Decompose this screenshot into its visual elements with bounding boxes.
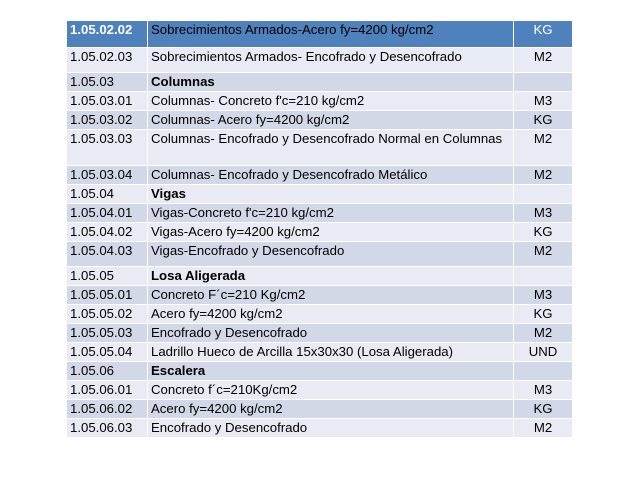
table-group-row	[67, 73, 573, 92]
table-row	[67, 381, 573, 400]
item-description-cell: Columnas- Concreto f'c=210 kg/cm2	[148, 92, 514, 111]
item-code-cell: 1.05.02.02	[67, 21, 148, 48]
item-unit-cell	[514, 362, 573, 381]
table-row	[67, 223, 573, 242]
table-row	[67, 400, 573, 419]
item-description-cell: Sobrecimientos Armados- Encofrado y Desencofrado	[148, 48, 514, 73]
table-row	[67, 21, 573, 48]
item-code-cell: 1.05.05.02	[67, 305, 148, 324]
table-row	[67, 48, 573, 73]
item-description-cell: Vigas-Concreto f'c=210 kg/cm2	[148, 204, 514, 223]
item-description-cell: Vigas	[148, 185, 514, 204]
item-code-cell: 1.05.05.03	[67, 324, 148, 343]
table-row	[67, 305, 573, 324]
item-description-cell: Acero fy=4200 kg/cm2	[148, 400, 514, 419]
item-unit-cell: UND	[514, 343, 573, 362]
table-row	[67, 343, 573, 362]
item-description-cell: Vigas-Acero fy=4200 kg/cm2	[148, 223, 514, 242]
table-body	[67, 21, 573, 438]
table-row	[67, 324, 573, 343]
item-unit-cell	[514, 267, 573, 286]
item-unit-cell: KG	[514, 21, 573, 48]
budget-items-table	[66, 20, 573, 438]
item-code-cell: 1.05.05.04	[67, 343, 148, 362]
item-description-cell: Escalera	[148, 362, 514, 381]
item-description-cell: Concreto F´c=210 Kg/cm2	[148, 286, 514, 305]
item-description-cell: Encofrado y Desencofrado	[148, 419, 514, 438]
item-description-cell: Sobrecimientos Armados-Acero fy=4200 kg/cm2	[148, 21, 514, 48]
item-code-cell: 1.05.03	[67, 73, 148, 92]
item-unit-cell: M3	[514, 286, 573, 305]
item-description-cell: Encofrado y Desencofrado	[148, 324, 514, 343]
item-description-cell: Columnas- Encofrado y Desencofrado Metálico	[148, 166, 514, 185]
table-group-row	[67, 362, 573, 381]
item-description-cell: Columnas	[148, 73, 514, 92]
item-description-cell: Columnas- Encofrado y Desencofrado Normal en Columnas	[148, 130, 514, 166]
item-code-cell: 1.05.06.01	[67, 381, 148, 400]
item-code-cell: 1.05.05	[67, 267, 148, 286]
table-row	[67, 166, 573, 185]
table-group-row	[67, 267, 573, 286]
item-unit-cell: M2	[514, 242, 573, 267]
item-unit-cell	[514, 185, 573, 204]
item-code-cell: 1.05.04.01	[67, 204, 148, 223]
item-code-cell: 1.05.03.04	[67, 166, 148, 185]
item-unit-cell: M2	[514, 324, 573, 343]
item-description-cell: Ladrillo Hueco de Arcilla 15x30x30 (Losa Aligerada)	[148, 343, 514, 362]
table-row	[67, 130, 573, 166]
item-unit-cell: M3	[514, 381, 573, 400]
item-unit-cell: KG	[514, 223, 573, 242]
item-unit-cell	[514, 73, 573, 92]
item-unit-cell: M2	[514, 130, 573, 166]
item-description-cell: Acero fy=4200 kg/cm2	[148, 305, 514, 324]
item-unit-cell: M3	[514, 92, 573, 111]
item-unit-cell: KG	[514, 400, 573, 419]
table-row	[67, 419, 573, 438]
item-code-cell: 1.05.02.03	[67, 48, 148, 73]
item-code-cell: 1.05.04.02	[67, 223, 148, 242]
item-description-cell: Vigas-Encofrado y Desencofrado	[148, 242, 514, 267]
table-group-row	[67, 185, 573, 204]
item-unit-cell: M2	[514, 48, 573, 73]
item-code-cell: 1.05.03.03	[67, 130, 148, 166]
item-code-cell: 1.05.03.02	[67, 111, 148, 130]
item-code-cell: 1.05.06.03	[67, 419, 148, 438]
table-row	[67, 286, 573, 305]
item-code-cell: 1.05.03.01	[67, 92, 148, 111]
item-code-cell: 1.05.06.02	[67, 400, 148, 419]
item-unit-cell: KG	[514, 305, 573, 324]
item-description-cell: Losa Aligerada	[148, 267, 514, 286]
item-code-cell: 1.05.06	[67, 362, 148, 381]
item-unit-cell: M3	[514, 204, 573, 223]
item-unit-cell: M2	[514, 419, 573, 438]
item-description-cell: Concreto f´c=210Kg/cm2	[148, 381, 514, 400]
item-unit-cell: M2	[514, 166, 573, 185]
table-row	[67, 204, 573, 223]
table-row	[67, 242, 573, 267]
table-row	[67, 92, 573, 111]
item-code-cell: 1.05.05.01	[67, 286, 148, 305]
item-description-cell: Columnas- Acero fy=4200 kg/cm2	[148, 111, 514, 130]
table-row	[67, 111, 573, 130]
item-code-cell: 1.05.04.03	[67, 242, 148, 267]
item-unit-cell: KG	[514, 111, 573, 130]
item-code-cell: 1.05.04	[67, 185, 148, 204]
